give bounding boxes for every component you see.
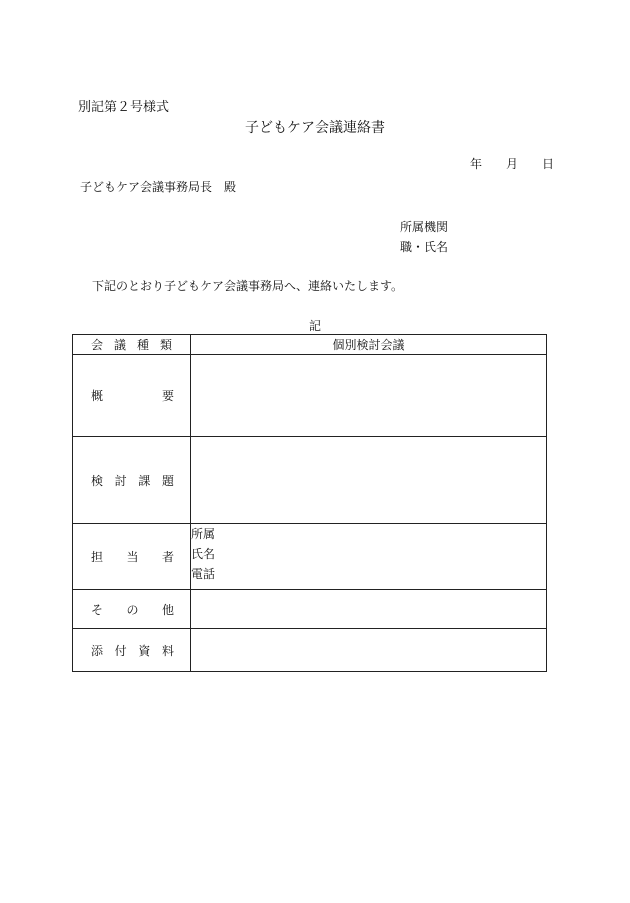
attachments-label-cell bbox=[73, 629, 191, 672]
table-row-issues bbox=[73, 437, 547, 524]
table-row-person-in-charge bbox=[73, 524, 547, 590]
label-char: 類 bbox=[159, 338, 172, 352]
label-char: 担 bbox=[91, 550, 104, 564]
sender-name-label: 職・氏名 bbox=[400, 240, 449, 254]
overview-label-cell bbox=[73, 355, 191, 437]
label-char: 付 bbox=[114, 643, 127, 658]
meeting-type-label-cell bbox=[73, 335, 191, 355]
person-in-charge-label-cell bbox=[73, 524, 191, 590]
label-char: 者 bbox=[161, 550, 174, 564]
date-line bbox=[470, 155, 555, 171]
table-row-overview bbox=[73, 355, 547, 437]
person-affiliation-line: 所属 bbox=[191, 527, 216, 541]
person-in-charge-label bbox=[73, 548, 190, 565]
ki-mark: 記 bbox=[308, 319, 321, 333]
other-label-cell bbox=[73, 590, 191, 629]
label-char: 題 bbox=[161, 473, 174, 488]
other-label bbox=[73, 601, 190, 618]
addressee: 子どもケア会議事務局長 殿 bbox=[80, 180, 237, 194]
label-char: そ bbox=[91, 602, 104, 617]
table-row-other bbox=[73, 590, 547, 629]
attachments-field[interactable] bbox=[191, 629, 547, 672]
person-phone-line: 電話 bbox=[191, 567, 216, 581]
label-char: の bbox=[126, 602, 139, 617]
record-table bbox=[72, 334, 547, 672]
issues-label-cell bbox=[73, 437, 191, 524]
intro-text: 下記のとおり子どもケア会議事務局へ、連絡いたします。 bbox=[92, 279, 404, 293]
meeting-type-value: 個別検討会議 bbox=[191, 335, 547, 355]
label-char: 他 bbox=[161, 602, 174, 617]
label-char: 課 bbox=[138, 473, 151, 488]
document-title: 子どもケア会議連絡書 bbox=[245, 120, 385, 136]
label-char: 概 bbox=[91, 389, 104, 403]
person-name-line: 氏名 bbox=[191, 547, 216, 561]
date-month-label: 月 bbox=[506, 157, 519, 171]
table-row-attachments bbox=[73, 629, 547, 672]
table-row-meeting-type bbox=[73, 335, 547, 355]
date-year-label: 年 bbox=[470, 157, 483, 171]
label-char: 資 bbox=[138, 643, 151, 658]
label-char: 添 bbox=[91, 643, 104, 658]
label-char: 検 bbox=[91, 473, 104, 488]
label-char: 料 bbox=[161, 643, 174, 658]
form-number-label: 別記第２号様式 bbox=[78, 100, 170, 115]
person-in-charge-field[interactable] bbox=[191, 524, 547, 590]
label-char: 要 bbox=[161, 389, 174, 403]
sender-affiliation-label: 所属機関 bbox=[400, 220, 449, 234]
other-field[interactable] bbox=[191, 590, 547, 629]
label-char: 討 bbox=[114, 473, 127, 488]
label-char: 議 bbox=[113, 338, 126, 352]
attachments-label bbox=[73, 642, 190, 659]
overview-field[interactable] bbox=[191, 355, 547, 437]
issues-field[interactable] bbox=[191, 437, 547, 524]
label-char: 当 bbox=[126, 550, 139, 564]
meeting-type-label bbox=[73, 336, 190, 353]
date-day-label: 日 bbox=[542, 157, 555, 171]
overview-label bbox=[73, 387, 190, 404]
label-char: 会 bbox=[91, 338, 104, 352]
issues-label bbox=[73, 472, 190, 489]
label-char: 種 bbox=[136, 338, 149, 352]
